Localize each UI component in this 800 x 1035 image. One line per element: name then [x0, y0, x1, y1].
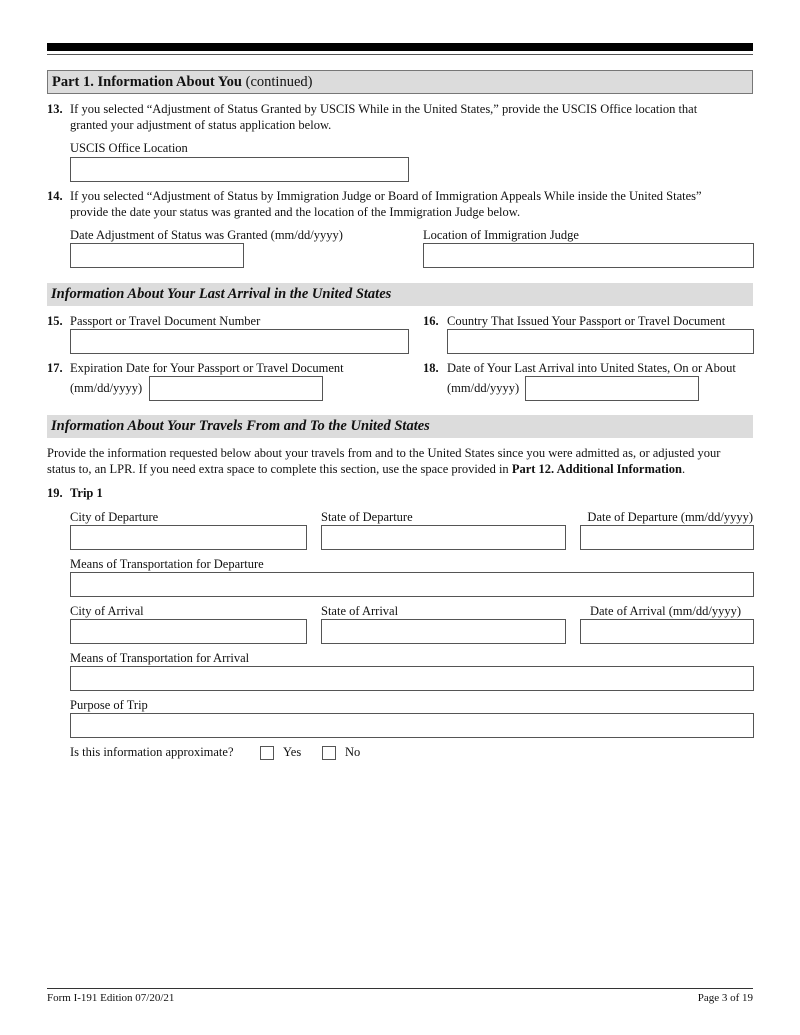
- last-arrival-date-label: Date of Your Last Arrival into United States, On or About: [447, 361, 736, 375]
- approximate-no-label: No: [345, 745, 361, 759]
- approximate-question: Is this information approximate?: [70, 745, 234, 759]
- means-departure-label: Means of Transportation for Departure: [70, 557, 264, 571]
- city-departure-input[interactable]: [70, 525, 307, 550]
- approximate-yes-label: Yes: [283, 745, 302, 759]
- date-departure-label: Date of Departure (mm/dd/yyyy): [587, 510, 753, 524]
- q16-number: 16.: [423, 314, 439, 328]
- state-departure-label: State of Departure: [321, 510, 413, 524]
- section-last-arrival-header: Information About Your Last Arrival in the United States: [47, 283, 753, 306]
- passport-number-label: Passport or Travel Document Number: [70, 314, 261, 328]
- date-arrival-label: Date of Arrival (mm/dd/yyyy): [589, 604, 741, 618]
- means-departure-input[interactable]: [70, 572, 754, 597]
- footer-page-number: Page 3 of 19: [697, 992, 753, 1004]
- q17-number: 17.: [47, 361, 63, 375]
- travels-intro-2: [47, 462, 685, 477]
- passport-country-input[interactable]: [447, 329, 754, 354]
- date-arrival-input[interactable]: [580, 619, 754, 644]
- part-suffix: (continued): [245, 74, 313, 90]
- uscis-office-label: USCIS Office Location: [70, 141, 188, 155]
- travels-intro-1: Provide the information requested below about your travels from and to the United States since you were admitted as, or adjusted your: [47, 446, 721, 460]
- approximate-yes-checkbox[interactable]: [260, 746, 274, 760]
- q13-text-2: granted your adjustment of status application below.: [70, 118, 332, 132]
- q14-text-1: If you selected “Adjustment of Status by Immigration Judge or Board of Immigration Appeals While inside the United States”: [70, 189, 702, 203]
- passport-number-input[interactable]: [70, 329, 409, 354]
- city-departure-label: City of Departure: [70, 510, 159, 524]
- top-bar: [47, 43, 753, 51]
- q19-number: 19.: [47, 486, 63, 500]
- section-travels-header: Information About Your Travels From and To the United States: [47, 415, 753, 438]
- state-departure-input[interactable]: [321, 525, 566, 550]
- passport-country-label: Country That Issued Your Passport or Travel Document: [447, 314, 726, 328]
- approximate-no-checkbox[interactable]: [322, 746, 336, 760]
- means-arrival-input[interactable]: [70, 666, 754, 691]
- q14-text-2: provide the date your status was granted and the location of the Immigration Judge below.: [70, 205, 521, 219]
- trip-title: Trip 1: [70, 486, 103, 500]
- means-arrival-label: Means of Transportation for Arrival: [70, 651, 250, 665]
- q15-number: 15.: [47, 314, 63, 328]
- judge-location-label: Location of Immigration Judge: [423, 228, 579, 242]
- q13-text-1: If you selected “Adjustment of Status Granted by USCIS While in the United States,” provide the USCIS Office location that: [70, 102, 698, 116]
- state-arrival-label: State of Arrival: [321, 604, 399, 618]
- footer-rule: [47, 988, 753, 989]
- adjustment-date-label: Date Adjustment of Status was Granted (mm/dd/yyyy): [70, 228, 343, 242]
- passport-expiration-label: Expiration Date for Your Passport or Travel Document: [70, 361, 344, 375]
- intro-bold-ref: Part 12. Additional Information: [511, 462, 682, 476]
- intro-period: .: [681, 462, 686, 476]
- date-departure-input[interactable]: [580, 525, 754, 550]
- top-rule: [47, 54, 753, 55]
- footer-form-edition: Form I-191 Edition 07/20/21: [47, 992, 175, 1004]
- q14-number: 14.: [47, 189, 63, 203]
- last-arrival-date-input[interactable]: [525, 376, 699, 401]
- part-header: [47, 70, 753, 94]
- judge-location-input[interactable]: [423, 243, 754, 268]
- purpose-label: Purpose of Trip: [70, 698, 148, 712]
- adjustment-date-input[interactable]: [70, 243, 244, 268]
- intro-text: status to, an LPR. If you need extra space to complete this section, use the space provided in: [47, 462, 512, 476]
- uscis-office-input[interactable]: [70, 157, 409, 182]
- state-arrival-input[interactable]: [321, 619, 566, 644]
- purpose-input[interactable]: [70, 713, 754, 738]
- passport-expiration-input[interactable]: [149, 376, 323, 401]
- q18-number: 18.: [423, 361, 439, 375]
- part-title: Part 1. Information About You: [52, 74, 242, 90]
- city-arrival-input[interactable]: [70, 619, 307, 644]
- city-arrival-label: City of Arrival: [70, 604, 144, 618]
- last-arrival-date-format: (mm/dd/yyyy): [447, 381, 520, 395]
- passport-expiration-format: (mm/dd/yyyy): [70, 381, 143, 395]
- q13-number: 13.: [47, 102, 63, 116]
